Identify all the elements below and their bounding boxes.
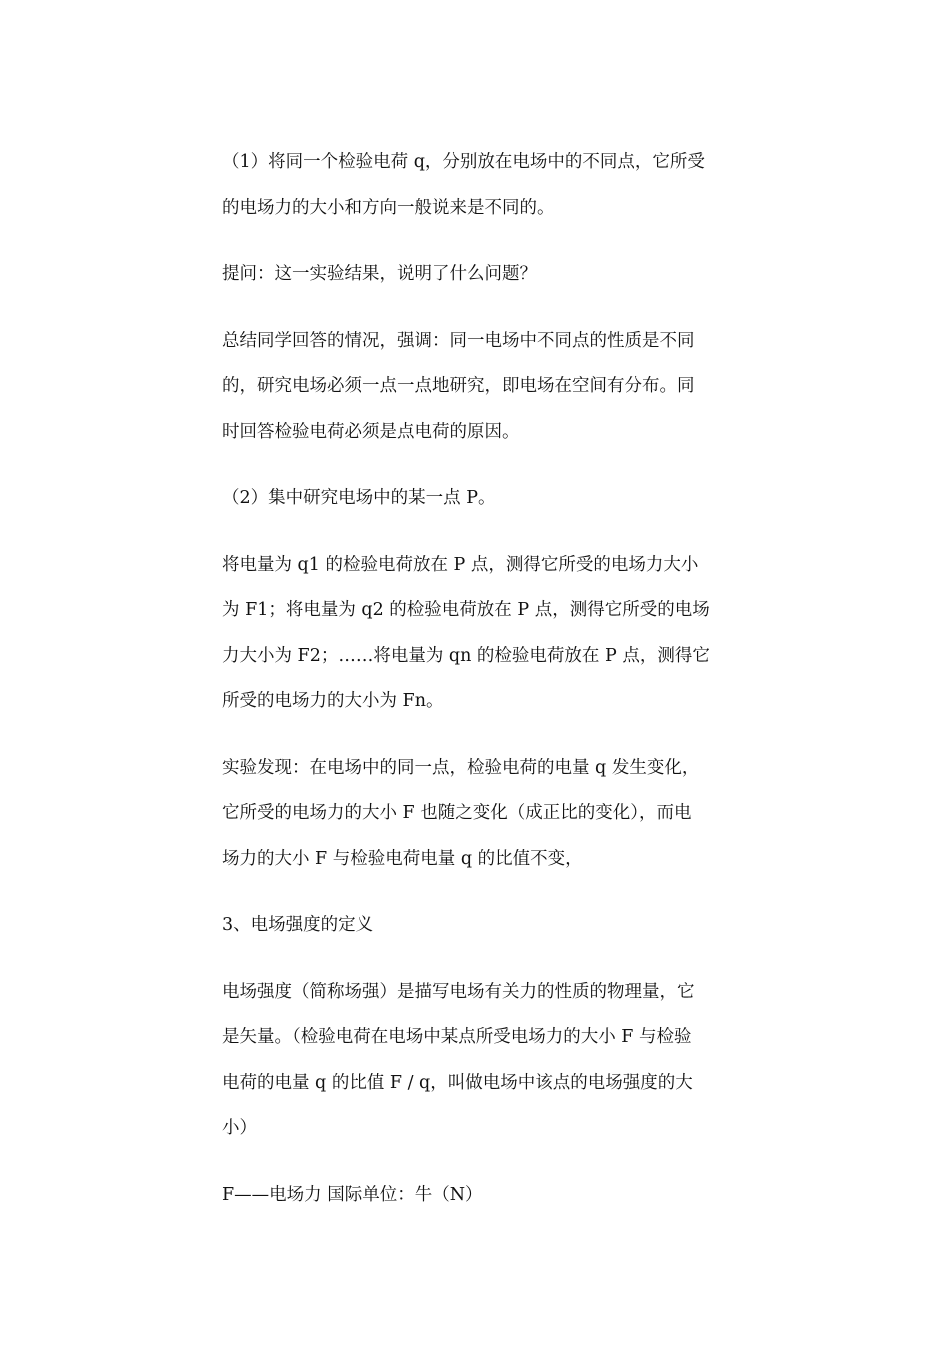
text-line: 实验发现：在电场中的同一点，检验电荷的电量 q 发生变化， (222, 757, 700, 778)
text-line: 电场强度（简称场强）是描写电场有关力的性质的物理量，它 (222, 981, 695, 1002)
text-line: 3、电场强度的定义 (222, 915, 374, 935)
paragraph-experiment-1 (222, 140, 730, 231)
text-line: 是矢量。（检验电荷在电场中某点所受电场力的大小 F 与检验 (222, 1027, 692, 1047)
text-line: 总结同学回答的情况，强调：同一电场中不同点的性质是不同 (222, 330, 695, 351)
paragraph-question (222, 252, 730, 298)
text-line: 将电量为 q1 的检验电荷放在 P 点，测得它所受的电场力大小 (222, 554, 699, 575)
paragraph-measurements (222, 543, 730, 725)
document-page (222, 140, 730, 1218)
text-line: 小） (222, 1118, 257, 1138)
text-line: 的电场力的大小和方向一般说来是不同的。 (222, 197, 555, 218)
text-line: 力大小为 F2；……将电量为 qn 的检验电荷放在 P 点，测得它 (222, 645, 710, 666)
section-heading (222, 903, 730, 949)
text-line: （1）将同一个检验电荷 q，分别放在电场中的不同点，它所受 (222, 152, 705, 172)
text-line: 时回答检验电荷必须是点电荷的原因。 (222, 421, 520, 442)
paragraph-definition (222, 970, 730, 1152)
paragraph-experiment-2 (222, 476, 730, 522)
paragraph-summary (222, 319, 730, 456)
text-line: 的，研究电场必须一点一点地研究，即电场在空间有分布。同 (222, 376, 695, 396)
text-line: 提问：这一实验结果，说明了什么问题？ (222, 264, 537, 284)
text-line: 电荷的电量 q 的比值 F / q，叫做电场中该点的电场强度的大 (222, 1072, 693, 1093)
text-line: 场力的大小 F 与检验电荷电量 q 的比值不变， (222, 848, 583, 869)
paragraph-findings (222, 746, 730, 883)
text-line: 为 F1；将电量为 q2 的检验电荷放在 P 点，测得它所受的电场 (222, 600, 710, 620)
paragraph-unit (222, 1173, 730, 1219)
text-line: F——电场力 国际单位：牛（N） (222, 1184, 483, 1205)
text-line: 所受的电场力的大小为 Fn。 (222, 691, 444, 711)
text-line: （2）集中研究电场中的某一点 P。 (222, 488, 496, 508)
text-line: 它所受的电场力的大小 F 也随之变化（成正比的变化），而电 (222, 803, 692, 823)
